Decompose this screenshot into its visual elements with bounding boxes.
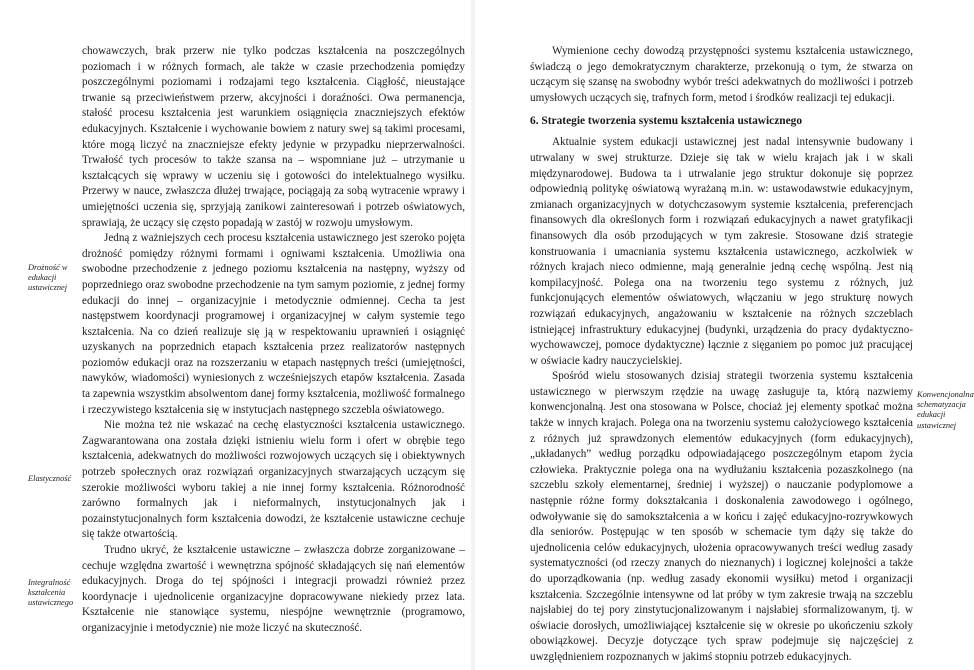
left-page — [0, 0, 470, 670]
paragraph: Aktualnie system edukacji ustawicznej jest nadal intensywnie budowany i utrwalany w swej strukturze. Dzieje się tak w wielu krajach jak i w skali międzynarodowej. Budowa ta i utrwalanie jego struktur dokonuje się poprzez odpowiednią politykę oświatową wyrażaną m.in. w: ustawodawstwie edukacyjnym, zmianach organizacyjnych w dotychczasowym systemie kształcenia, preferencjach finansowych dla określonych form i rozwiązań edukacyjnych a nawet gratyfikacji finansowych dla osób przodujących w tym zakresie. Stosowane dziś strategie konstruowania i umacniania systemu kształcenia ustawicznego, aczkolwiek w różnych krajach nieco odmienne, mają generalnie jedną cechę wspólną. Jest nią kompilacyjność. Polega ona na tworzeniu tego systemu z różnych, już funkcjonujących elementów oświatowych, włączaniu w jego strukturę nowych rozwiązań edukacyjnych, angażowaniu w kształcenie na różnych szczeblach istniejącej infrastruktury edukacyjnej (budynki, urządzenia do pracy dydaktyczno-wychowawczej, pomoce dydaktyczne) łącznie z sięganiem po pomoc już pracującej w oświacie kadry nauczycielskiej. — [530, 136, 913, 367]
section-heading: 6. Strategie tworzenia systemu kształcenia ustawicznego — [530, 115, 803, 128]
margin-note-droznosc: Drożność w edukacji ustawicznej — [28, 263, 68, 293]
paragraph: Nie można też nie wskazać na cechę elastyczności kształcenia ustawicznego. Zagwarantowana ona została dzięki istnieniu wielu form i ofert w obrębie tego kształcenia, adekwatnych do możliwości rozwojowych uczących się i obiektywnych potrzeb społecznych oraz rozwiązań organizacyjnych stwarzających uczącym się szerokie możliwości wyboru takiej a nie innej formy kształcenia. Różnorodność zarówno formalnych jak i nieformalnych, instytucjonalnych jak i pozainstytucjonalnych form kształcenia dowodzi, że kształcenie ustawiczne cechuje się także otwartością. — [82, 419, 465, 541]
paragraph: Jedną z ważniejszych cech procesu kształcenia ustawicznego jest szeroko pojęta drożność pomiędzy różnymi formami i ogniwami kształcenia. Umożliwia ona swobodne przechodzenie z jednego poziomu kształcenia na następny, wyższy od poprzedniego oraz swobodne przechodzenie na tym samym poziomie, z jednej formy edukacji do innej – organizacyjnie i metodycznie odmiennej. Cecha ta jest następstwem koordynacji programowej i organizacyjnej w całym systemie tego kształcenia. Na co dzień realizuje się ją w respektowaniu uprawnień i osiągnięć uzyskanych na poprzednich etapach kształcenia przez realizatorów następnych poziomów edukacji oraz na rozszerzaniu w etapach następnych treści (umiejętności, nawyków, wiadomości) wyniesionych z wcześniejszych etapów kształcenia. Zasada ta zapewnia wszystkim absolwentom danej formy kształcenia, możliwość formalnego i rzeczywistego kształcenia się w instytucjach następnego szczebla oświatowego. — [82, 232, 465, 416]
paragraph: Trudno ukryć, że kształcenie ustawiczne – zwłaszcza dobrze zorganizowane – cechuje względna zwartość i wewnętrzna spójność składających się nań elementów edukacyjnych. Droga do tej spójności i integracji prowadzi również przez koordynacje i ujednolicenie organizacyjne dopracowywane niekiedy przez lata. Kształcenie nie stanowiące systemu, niespójne wewnętrznie (programowo, organizacyjnie i metodycznie) nie może liczyć na skuteczność. — [82, 544, 465, 634]
margin-note-integralnosc: Integralność kształcenia ustawicznego — [28, 578, 74, 608]
paragraph: Spośród wielu stosowanych dzisiaj strategii tworzenia systemu kształcenia ustawicznego w pierwszym rzędzie na uwagę zasługuje ta, którą nazwiemy konwencjonalną. Jest ona stosowana w Polsce, chociaż jej elementy spotkać można także w innych krajach. Polega ona na tworzeniu systemu całożyciowego kształcenia z różnych już sprawdzonych elementów edukacyjnych (form edukacyjnych), „układanych” według porządku odpowiadającego poszczególnym etapom życia człowieka. Praktycznie polega ona na wydłużaniu kształcenia pozaszkolnego (na szczeblu szkoły elementarnej, średniej i wyższej) o nauczanie podyplomowe a następnie różne formy dokształcania i doskonalenia zawodowego i ogólnego, odwoływanie się do samokształcenia a w końcu i zajęć edukacyjno-rozrywkowych dla seniorów. Postępując w ten sposób w schemacie tym dąży się także do ujednolicenia celów edukacyjnych, ułożenia opracowywanych treści według zasady systematyczności (od rzeczy znanych do nieznanych) i logicznej kolejności a także do uporządkowania (np. według zasady ekonomii wysiłku) metod i organizacji kształcenia. Szczególnie intensywne od lat próby w tym zakresie trwają na szczeblu najsłabiej do tej pory zinstytucjonalizowanym i najsłabiej sformalizowanym, tj. w oświacie dorosłych, umożliwiającej kształcenie się w okresie po ukończeniu szkoły obowiązkowej. Decyzje dotyczące tych spraw podejmuje się najczęściej z uwzględnieniem rozpoznanych w jakimś stopniu potrzeb edukacyjnych. — [530, 370, 913, 663]
margin-note-elastycznosc: Elastyczność — [28, 474, 72, 483]
paragraph: Wymienione cechy dowodzą przystępności systemu kształcenia ustawicznego, świadczą o jego demokratycznym charakterze, przekonują o tym, że stwarza on uczącym się szansę na swobodny wybór treści adekwatnych do możliwości i potrzeb umysłowych uczących się, trafnych form, metod i środków realizacji tej edukacji. — [530, 45, 913, 104]
margin-note-konwencjonalna: Konwencjonalna schematyzacja edukacji ustawicznej — [917, 390, 974, 430]
right-page — [476, 0, 974, 670]
right-text-column — [530, 44, 913, 666]
left-text-column — [82, 44, 465, 637]
paragraph: chowawczych, brak przerw nie tylko podczas kształcenia na poszczególnych poziomach i w różnych formach, ale także w czasie przechodzenia pomiędzy poszczególnymi poziomami i rodzajami tego kształcenia. Ciągłość, nieustające trwanie są przeciwieństwem przerw, akcyjności i doraźności. Owa permanencja, stałość procesu kształcenia jest warunkiem osiągnięcia znaczniejszych efektów edukacyjnych. Kształcenie i wychowanie bowiem z natury swej są takimi procesami, które mogą liczyć na znaczniejsze efekty jedynie w przypadku nieprzerwalności. Trwałość tych procesów to także szansa na – wspomniane już – utrzymanie u kształcących się wprawy w uczeniu się i gotowości do intelektualnego wysiłku. Przerwy w nauce, zwłaszcza dłużej trwające, pociągają za sobą wytracenie wprawy i umiejętności uczenia się, sprzyjają zanikowi zainteresowań i potrzeb oświatowych, sprawiają, że uczący się często popadają w zastój w rozwoju umysłowym. — [82, 45, 465, 229]
book-gutter — [471, 0, 475, 670]
